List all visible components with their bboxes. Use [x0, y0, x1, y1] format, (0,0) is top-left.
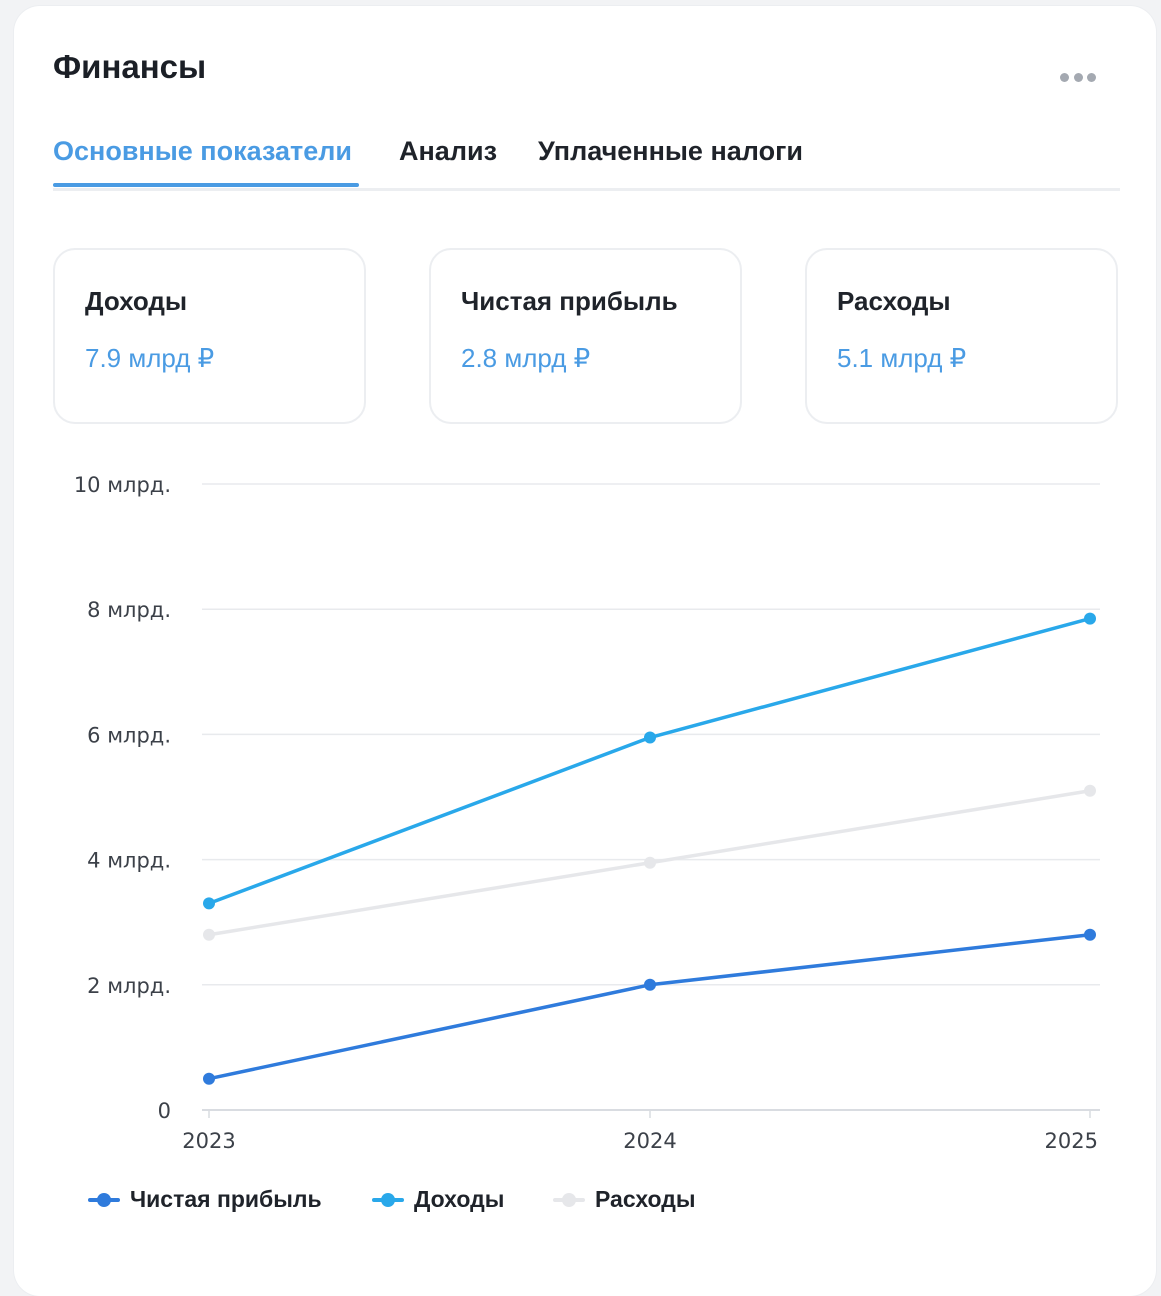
- data-point: [203, 897, 215, 909]
- data-point: [644, 732, 656, 744]
- series-line: [209, 935, 1090, 1079]
- legend-marker-icon: [553, 1193, 585, 1207]
- kpi-label: Доходы: [85, 286, 188, 316]
- legend-dot: [562, 1193, 576, 1207]
- x-tick-label: 2023: [182, 1129, 236, 1153]
- legend-label: Доходы: [414, 1186, 505, 1212]
- y-tick-label: 0: [157, 1099, 171, 1123]
- y-tick-label: 10 млрд.: [73, 473, 171, 497]
- data-point: [1084, 929, 1096, 941]
- kpi-value: 2.8 млрд ₽: [461, 343, 591, 373]
- legend-marker-icon: [88, 1193, 120, 1207]
- data-point: [203, 1073, 215, 1085]
- kpi-label: Расходы: [837, 286, 951, 316]
- x-tick-label: 2024: [623, 1129, 677, 1153]
- y-tick-label: 6 млрд.: [87, 723, 171, 748]
- card-title: Финансы: [53, 48, 207, 85]
- data-point: [644, 979, 656, 991]
- x-tick-label: 2025: [1044, 1129, 1098, 1153]
- y-tick-label: 8 млрд.: [87, 598, 171, 623]
- tab-paid-taxes[interactable]: Уплаченные налоги: [538, 136, 803, 166]
- legend-item-expenses[interactable]: [553, 1186, 696, 1213]
- data-point: [644, 857, 656, 869]
- legend-item-net-profit[interactable]: [88, 1186, 322, 1213]
- y-tick-label: 2 млрд.: [87, 973, 171, 998]
- legend-marker-icon: [372, 1193, 404, 1207]
- tab-main-indicators[interactable]: Основные показатели: [53, 136, 353, 166]
- legend-dot: [97, 1193, 111, 1207]
- kpi-value: 5.1 млрд ₽: [837, 343, 967, 373]
- legend-item-income[interactable]: [372, 1186, 504, 1213]
- kpi-value: 7.9 млрд ₽: [85, 343, 215, 373]
- data-point: [1084, 613, 1096, 625]
- legend-label: Расходы: [595, 1186, 696, 1212]
- data-point: [1084, 785, 1096, 797]
- tab-analysis[interactable]: Анализ: [399, 136, 497, 166]
- y-tick-label: 4 млрд.: [87, 848, 171, 873]
- legend-dot: [381, 1193, 395, 1207]
- legend-label: Чистая прибыль: [130, 1186, 322, 1212]
- kpi-label: Чистая прибыль: [461, 286, 678, 316]
- data-point: [203, 929, 215, 941]
